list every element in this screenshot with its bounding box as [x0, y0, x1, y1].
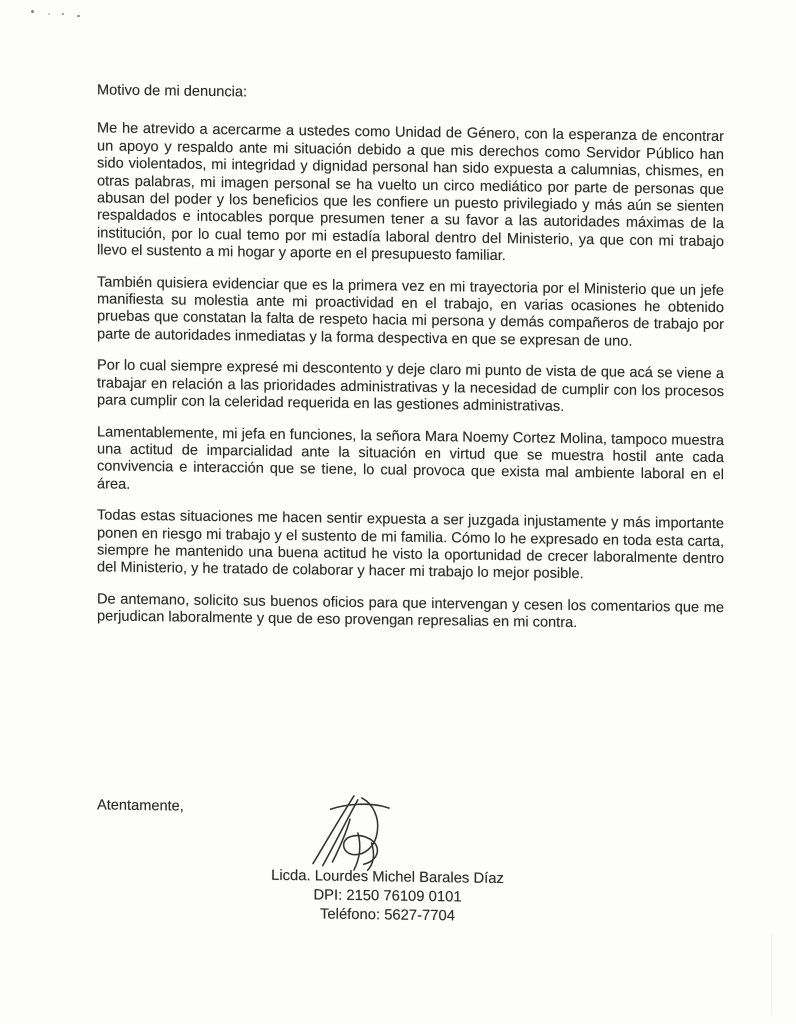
handwritten-signature-icon	[302, 793, 402, 872]
letter-paragraph: Lamentablemente, mi jefa en funciones, la señora Mara Noemy Cortez Molina, tampoco muestra una actitud de imparcialidad ante la situación en virtud que se muestra hostil ante cada convivencia e interacción que se tiene, lo cual provoca que exista mal ambiente laboral en el área.	[97, 423, 724, 493]
letter-subject: Motivo de mi denuncia:	[97, 82, 248, 101]
letter-paragraph: De antemano, solicito sus buenos oficios para que intervengan y cesen los comentarios que me perjudican laboralmente y que de eso provengan represalias en mi contra.	[97, 591, 724, 632]
signatory-name: Licda. Lourdes Michel Barales Díaz	[271, 867, 504, 888]
letter-closing: Atentamente,	[97, 797, 184, 815]
signatory-block	[200, 866, 575, 928]
signatory-dpi: DPI: 2150 76109 0101	[313, 887, 462, 906]
letter-paragraph: También quisiera evidenciar que es la primera vez en mi trayectoria por el Ministerio que un jefe manifiesta su molestia ante mi proactividad en el trabajo, en varias ocasiones he obtenido pruebas que constatan la falta de respeto hacia mi persona y demás compañeros de trabajo por parte de autoridades inmediatas y la forma despectiva en que se expresan de uno.	[97, 274, 724, 350]
letter-paragraph: Por lo cual siempre expresé mi descontento y deje claro mi punto de vista de que acá se viene a trabajar en relación a las prioridades administrativas y la necesidad de cumplir con los procesos para cumplir con la celeridad requerida en las gestiones administrativas.	[97, 357, 724, 415]
letter-paragraph: Todas estas situaciones me hacen sentir expuesta a ser juzgada injustamente y más importante ponen en riesgo mi trabajo y el sustento de mi familia. Cómo lo he expresado en toda esta carta, siempre he mantenido una buena actitud he visto la oportunidad de crecer laboralmente dentro del Ministerio, y he tratado de colaborar y hacer mi trabajo lo mejor posible.	[97, 507, 724, 583]
signatory-phone: Teléfono: 5627-7704	[320, 906, 455, 925]
letter-paragraph: Me he atrevido a acercarme a ustedes como Unidad de Género, con la esperanza de encontrar un apoyo y respaldo ante mi situación debido a que mis derechos como Servidor Público han sido violentados, mi integridad y dignidad personal han sido expuesta a calumnias, chismes, en otras palabras, mi imagen personal se ha vuelto un circo mediático por parte de personas que abusan del poder y los beneficios que les confiere un puesto privilegiado y más aún se sienten respaldados e intocables porque presumen tener a su favor a las autoridades máximas de la institución, por lo cual temo por mi estadía laboral dentro del Ministerio, ya que con mi trabajo llevo el sustento a mi hogar y aporte en el presupuesto familiar.	[97, 120, 724, 265]
letter-content	[97, 82, 724, 648]
scan-edge-artifact	[771, 935, 772, 1015]
